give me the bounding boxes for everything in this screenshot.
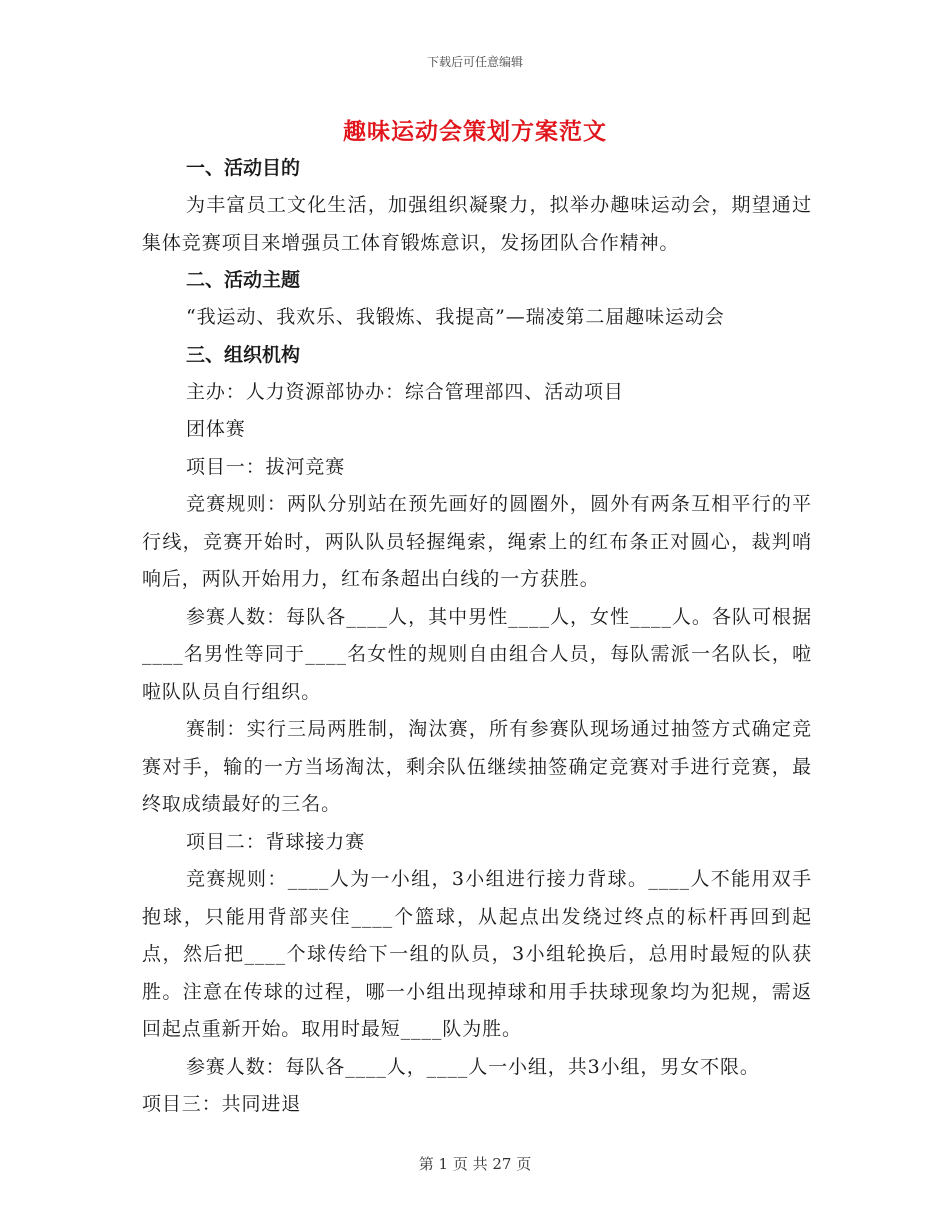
paragraph-event-1-format: 赛制：实行三局两胜制，淘汰赛，所有参赛队现场通过抽签方式确定竞赛对手，输的一方当场淘汰，剩余队伍继续抽签确定竞赛对手进行竞赛，最终取成绩最好的三名。: [142, 718, 812, 815]
page-footer: 第 1 页 共 27 页: [418, 1155, 532, 1173]
section-heading-purpose: 一、活动目的: [186, 157, 301, 179]
section-heading-theme: 二、活动主题: [186, 269, 301, 291]
document-title: 趣味运动会策划方案范文: [343, 118, 607, 145]
paragraph-event-2-participants: 参赛人数：每队各____人，____人一小组，共3小组，男女不限。: [186, 1055, 760, 1078]
paragraph-event-1-rules: 竞赛规则：两队分别站在预先画好的圆圈外，圆外有两条互相平行的平行线，竞赛开始时，两队队员轻握绳索，绳索上的红布条正对圆心，裁判哨响后，两队开始用力，红布条超出白线的一方获胜。: [142, 493, 812, 590]
paragraph-organizers: 主办：人力资源部协办：综合管理部四、活动项目: [186, 380, 624, 403]
paragraph-event-3-title: 项目三：共同进退: [142, 1093, 302, 1115]
document-body: [142, 150, 812, 1124]
paragraph-event-2-title: 项目二：背球接力赛: [186, 830, 366, 853]
paragraph-event-1-participants: 参赛人数：每队各____人，其中男性____人，女性____人。各队可根据____名男性等同于____名女性的规则自由组合人员，每队需派一名队长，啦啦队队员自行组织。: [142, 605, 812, 703]
section-heading-organization: 三、组织机构: [186, 343, 301, 366]
paragraph-purpose: 为丰富员工文化生活，加强组织凝聚力，拟举办趣味运动会，期望通过集体竞赛项目来增强员工体育锻炼意识，发扬团队合作精神。: [142, 194, 812, 254]
paragraph-event-2-rules: 竞赛规则：____人为一小组，3小组进行接力背球。____人不能用双手抱球，只能用背部夹住____个篮球，从起点出发绕过终点的标杆再回到起点，然后把____个球传给下一组的队员，3小组轮换后，总用时最短的队获胜。注意在传球的过程，哪一小组出现掉球和用手扶球现象均为犯规，需返回起点重新开始。取用时最短____队为胜。: [142, 868, 812, 1040]
paragraph-event-1-title: 项目一：拔河竞赛: [186, 455, 346, 478]
paragraph-team-events: 团体赛: [186, 418, 246, 440]
paragraph-theme: “我运动、我欢乐、我锻炼、我提高”—瑞凌第二届趣味运动会: [186, 306, 725, 328]
header-note: 下载后可任意编辑: [426, 55, 523, 69]
